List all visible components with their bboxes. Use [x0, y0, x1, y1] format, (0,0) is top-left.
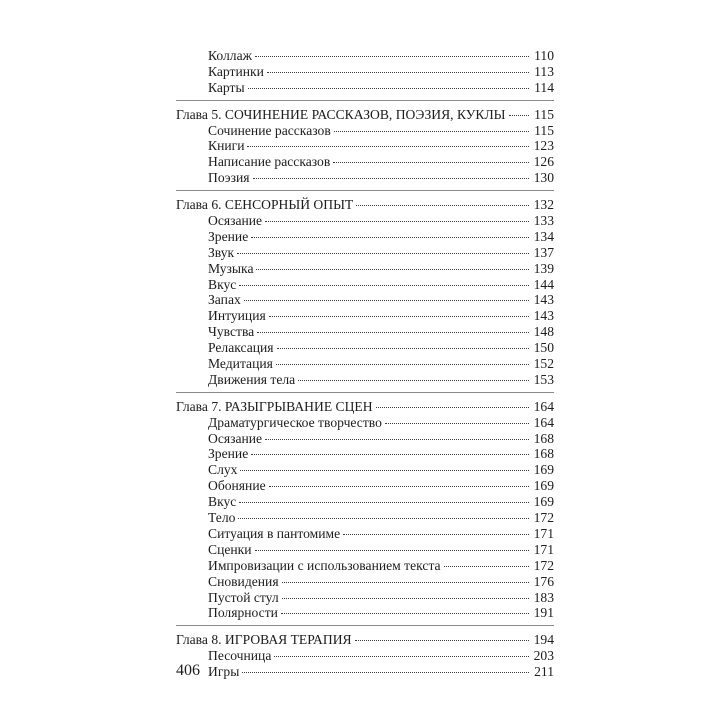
dot-leader — [444, 566, 529, 567]
toc-entry — [176, 245, 554, 261]
toc-entry — [176, 542, 554, 558]
dot-leader — [356, 205, 529, 206]
toc-entry — [176, 415, 554, 431]
toc-entry-page: 126 — [533, 154, 554, 170]
toc-entry-title: Игры — [208, 664, 240, 680]
toc-entry-title: Релаксация — [208, 340, 274, 356]
toc-entry-page: 172 — [533, 510, 554, 526]
toc-entry — [176, 372, 554, 388]
toc-entry-page: 133 — [533, 213, 554, 229]
toc-entry — [176, 494, 554, 510]
dot-leader — [334, 131, 529, 132]
dot-leader — [282, 598, 529, 599]
toc-entry-title: Полярности — [208, 605, 278, 621]
toc-entry-title: Вкус — [208, 494, 237, 510]
toc-entry-page: 164 — [533, 398, 554, 414]
toc-entry-title: Обоняние — [208, 478, 266, 494]
toc-entry-title: Глава 6. СЕНСОРНЫЙ ОПЫТ — [176, 197, 354, 213]
toc-entry — [176, 229, 554, 245]
dot-leader — [274, 656, 529, 657]
toc-entry — [176, 170, 554, 186]
toc-entry-page: 171 — [533, 541, 554, 557]
toc-entry — [176, 510, 554, 526]
toc-entry-page: 169 — [533, 478, 554, 494]
dot-leader — [248, 88, 529, 89]
toc-entry-page: 191 — [533, 605, 554, 621]
toc-entry-title: Ситуация в пантомиме — [208, 525, 341, 541]
toc-entry-title: Тело — [208, 510, 236, 526]
dot-leader — [242, 672, 529, 673]
dot-leader — [251, 454, 529, 455]
toc-entry — [176, 446, 554, 462]
toc-entry — [176, 340, 554, 356]
toc-entry-title: Сочинение рассказов — [208, 122, 331, 138]
toc-entry — [176, 664, 554, 680]
toc-entry-title: Вкус — [208, 276, 237, 292]
toc-section — [176, 632, 554, 684]
dot-leader — [376, 407, 529, 408]
toc-entry-title: Музыка — [208, 260, 254, 276]
dot-leader — [269, 486, 529, 487]
toc-entry-title: Движения тела — [208, 371, 296, 387]
toc-chapter-heading — [176, 632, 554, 648]
toc-entry-title: Песочница — [208, 648, 272, 664]
toc-entry — [176, 80, 554, 96]
dot-leader — [255, 56, 529, 57]
toc-entry-title: Сценки — [208, 541, 252, 557]
dot-leader — [281, 613, 529, 614]
toc-entry — [176, 123, 554, 139]
toc-section — [176, 197, 554, 393]
toc-entry — [176, 431, 554, 447]
dot-leader — [276, 364, 529, 365]
toc-entry-page: 169 — [533, 494, 554, 510]
toc-entry — [176, 292, 554, 308]
toc-entry-page: 211 — [534, 664, 554, 680]
toc-entry — [176, 574, 554, 590]
toc-entry-title: Сновидения — [208, 573, 279, 589]
toc-entry — [176, 558, 554, 574]
toc-chapter-heading — [176, 197, 554, 213]
toc-entry-page: 169 — [533, 462, 554, 478]
toc-entry-title: Интуиция — [208, 308, 266, 324]
toc-section — [176, 48, 554, 101]
toc-entry-title: Глава 7. РАЗЫГРЫВАНИЕ СЦЕН — [176, 398, 373, 414]
toc-entry — [176, 213, 554, 229]
toc-entry-title: Пустой стул — [208, 589, 279, 605]
dot-leader — [267, 72, 529, 73]
toc-entry-page: 137 — [533, 244, 554, 260]
toc-entry — [176, 261, 554, 277]
toc-entry-page: 115 — [534, 122, 554, 138]
table-of-contents — [176, 48, 554, 690]
dot-leader — [255, 550, 529, 551]
toc-entry — [176, 478, 554, 494]
toc-entry-page: 176 — [533, 573, 554, 589]
dot-leader — [298, 380, 529, 381]
toc-entry-title: Картинки — [208, 63, 264, 79]
toc-entry-page: 171 — [533, 525, 554, 541]
dot-leader — [509, 115, 529, 116]
toc-entry-page: 139 — [533, 260, 554, 276]
toc-entry — [176, 462, 554, 478]
dot-leader — [237, 253, 529, 254]
toc-entry-title: Глава 5. СОЧИНЕНИЕ РАССКАЗОВ, ПОЭЗИЯ, КУКЛЫ — [176, 106, 506, 122]
toc-entry-page: 168 — [533, 446, 554, 462]
dot-leader — [239, 285, 529, 286]
toc-chapter-heading — [176, 107, 554, 123]
toc-entry — [176, 590, 554, 606]
toc-entry — [176, 308, 554, 324]
toc-entry-title: Драматургическое творчество — [208, 414, 382, 430]
toc-entry-page: 164 — [533, 414, 554, 430]
toc-entry-title: Запах — [208, 292, 241, 308]
toc-entry-page: 148 — [533, 324, 554, 340]
page-number: 406 — [176, 662, 200, 679]
toc-entry-title: Звук — [208, 244, 235, 260]
toc-entry-page: 134 — [533, 228, 554, 244]
toc-entry-title: Осязание — [208, 213, 263, 229]
dot-leader — [256, 269, 529, 270]
toc-entry — [176, 605, 554, 621]
toc-entry-page: 150 — [533, 340, 554, 356]
toc-entry-title: Коллаж — [208, 48, 253, 63]
dot-leader — [277, 348, 529, 349]
dot-leader — [253, 178, 529, 179]
dot-leader — [282, 582, 529, 583]
dot-leader — [333, 162, 529, 163]
toc-entry-page: 172 — [533, 557, 554, 573]
toc-entry-title: Поэзия — [208, 170, 250, 186]
toc-entry-title: Импровизации с использованием текста — [208, 557, 441, 573]
toc-entry-page: 203 — [533, 648, 554, 664]
toc-entry-page: 115 — [534, 106, 554, 122]
toc-entry-title: Слух — [208, 462, 238, 478]
dot-leader — [240, 470, 529, 471]
dot-leader — [251, 237, 529, 238]
toc-entry-page: 143 — [533, 292, 554, 308]
toc-entry-page: 144 — [533, 276, 554, 292]
dot-leader — [238, 518, 529, 519]
toc-entry — [176, 356, 554, 372]
toc-entry-page: 143 — [533, 308, 554, 324]
dot-leader — [244, 300, 529, 301]
toc-entry-page: 194 — [533, 632, 554, 648]
toc-entry-page: 168 — [533, 430, 554, 446]
toc-entry-title: Написание рассказов — [208, 154, 331, 170]
toc-section — [176, 399, 554, 626]
toc-entry — [176, 138, 554, 154]
toc-entry-title: Медитация — [208, 356, 273, 372]
toc-entry — [176, 526, 554, 542]
toc-entry — [176, 277, 554, 293]
dot-leader — [257, 332, 529, 333]
dot-leader — [269, 316, 529, 317]
toc-entry-page: 183 — [533, 589, 554, 605]
toc-entry-page: 123 — [533, 138, 554, 154]
toc-entry-page: 130 — [533, 170, 554, 186]
toc-entry-page: 132 — [533, 197, 554, 213]
toc-entry — [176, 154, 554, 170]
toc-entry — [176, 324, 554, 340]
toc-entry-title: Книги — [208, 138, 245, 154]
toc-entry-title: Зрение — [208, 446, 249, 462]
toc-entry-title: Зрение — [208, 228, 249, 244]
toc-entry-title: Карты — [208, 79, 245, 95]
toc-entry — [176, 648, 554, 664]
toc-entry-page: 114 — [534, 79, 554, 95]
toc-entry-page: 113 — [534, 63, 554, 79]
toc-entry-title: Осязание — [208, 430, 263, 446]
dot-leader — [355, 640, 529, 641]
toc-entry-page: 152 — [533, 356, 554, 372]
dot-leader — [247, 146, 529, 147]
toc-entry-title: Чувства — [208, 324, 255, 340]
dot-leader — [343, 534, 529, 535]
toc-entry-page: 153 — [533, 371, 554, 387]
dot-leader — [239, 502, 529, 503]
dot-leader — [385, 423, 529, 424]
toc-entry — [176, 64, 554, 80]
toc-chapter-heading — [176, 399, 554, 415]
toc-entry — [176, 48, 554, 64]
toc-entry-title: Глава 8. ИГРОВАЯ ТЕРАПИЯ — [176, 632, 352, 648]
dot-leader — [265, 221, 529, 222]
toc-entry-page: 110 — [534, 48, 554, 63]
toc-section — [176, 107, 554, 191]
dot-leader — [265, 439, 529, 440]
